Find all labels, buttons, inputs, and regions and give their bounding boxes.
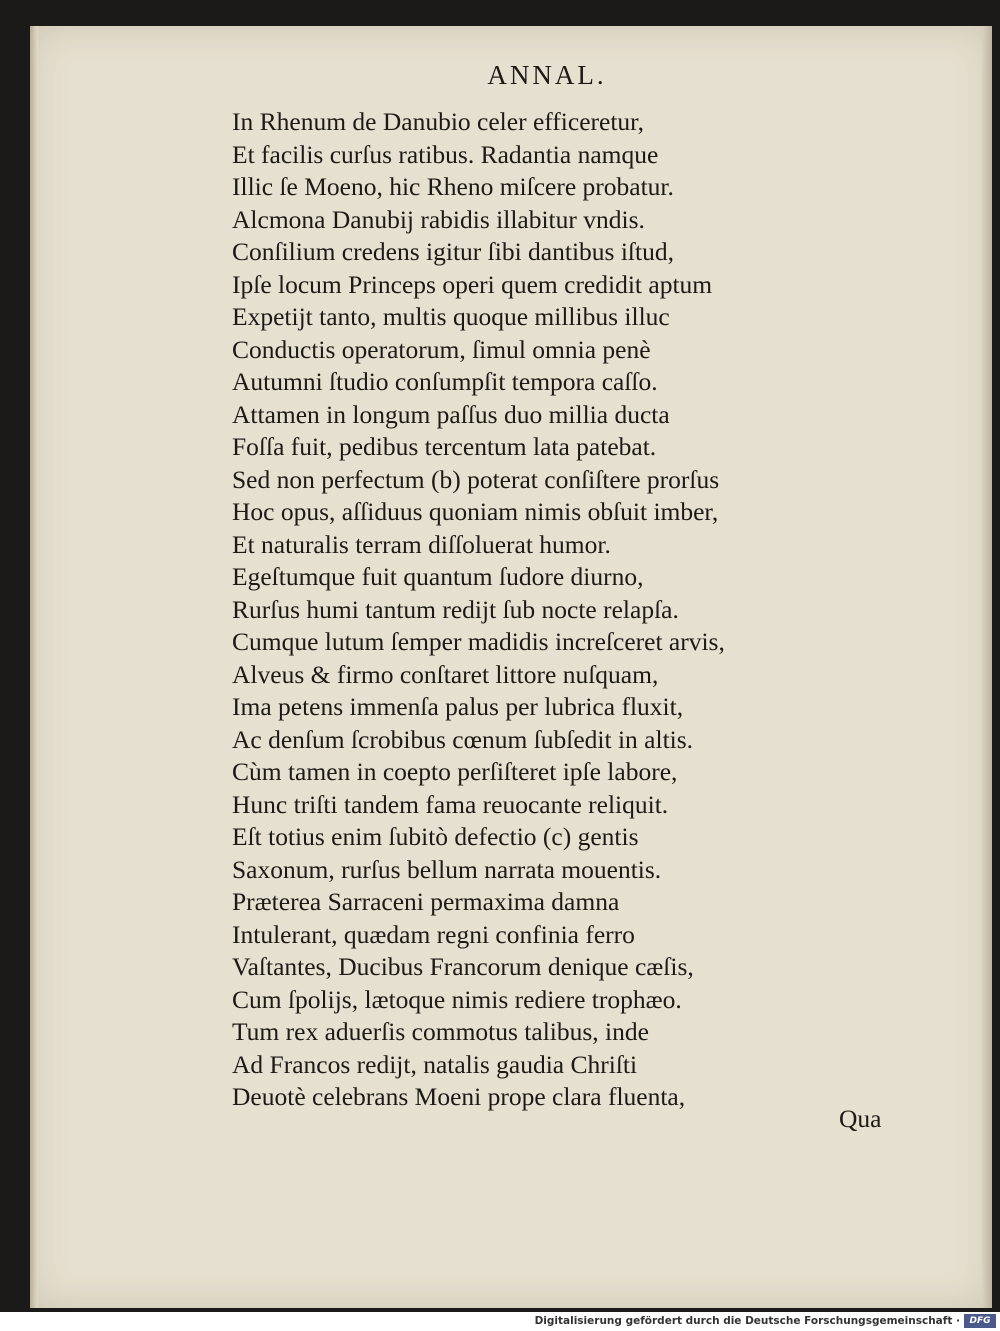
verse-line: Hoc opus, aſſiduus quoniam nimis obſuit imber, [232,497,719,526]
verse-line: Attamen in longum paſſus duo millia ducta [232,399,670,429]
verse-line: Foſſa fuit, pedibus tercentum lata patebat. [232,432,657,461]
verse-line: In Rhenum de Danubio celer efficeretur, [232,107,644,136]
catchword: Qua [839,1104,882,1133]
verse-text [232,106,952,1114]
verse-line: Rurſus humi tantum redijt ſub nocte relapſa. [232,594,679,624]
verse-line: Hunc triſti tandem fama reuocante reliquit. [232,789,669,819]
verse-line: Præterea Sarraceni permaxima damna [232,887,620,916]
verse-line: Sed non perfectum (b) poterat conſiſtere prorſus [232,464,720,494]
page-binding-shadow [30,26,38,1308]
verse-line: Vaſtantes, Ducibus Francorum denique cæſis, [232,952,694,981]
verse-line: Cùm tamen in coepto perſiſteret ipſe labore, [232,757,678,786]
verse-line: Illic ſe Moeno, hic Rheno miſcere probatur. [232,172,674,201]
verse-line: Et naturalis terram diſſoluerat humor. [232,529,611,559]
verse-line: Et facilis curſus ratibus. Radantia namque [232,139,659,169]
verse-line: Egeſtumque fuit quantum ſudore diurno, [232,562,644,591]
verse-line: Cum ſpolijs, lætoque nimis rediere trophæo. [232,984,682,1014]
verse-line: Expetijt tanto, multis quoque millibus illuc [232,302,670,331]
verse-line: Conſilium credens igitur ſibi dantibus iſtud, [232,237,674,266]
verse-line: Ac denſum ſcrobibus cœnum ſubſedit in altis. [232,724,694,754]
footer-bar [0,1312,1000,1331]
verse-line: Ima petens immenſa palus per lubrica fluxit, [232,692,684,721]
verse-line: Autumni ſtudio conſumpſit tempora caſſo. [232,367,658,396]
verse-line: Ad Francos redijt, natalis gaudia Chriſti [232,1049,638,1079]
verse-line: Saxonum, rurſus bellum narrata mouentis. [232,854,662,884]
footer-credit: Digitalisierung gefördert durch die Deutsche Forschungsgemeinschaft · [534,1315,960,1327]
book-page [30,26,992,1308]
verse-line: Alcmona Danubij rabidis illabitur vndis. [232,204,645,234]
dfg-logo-icon[interactable]: DFG [964,1314,996,1328]
verse-line: Intulerant, quædam regni confinia ferro [232,919,635,949]
verse-line: Eſt totius enim ſubitò defectio (c) gentis [232,822,639,851]
running-head: ANNAL. [487,60,607,90]
verse-line: Tum rex aduerſis commotus talibus, inde [232,1017,649,1046]
verse-line: Ipſe locum Princeps operi quem credidit aptum [232,269,713,299]
verse-line: Alveus & firmo conſtaret littore nuſquam, [232,659,659,689]
verse-line: Cumque lutum ſemper madidis increſceret arvis, [232,627,725,656]
page-edge [982,26,992,1308]
verse-line: Conductis operatorum, ſimul omnia penè [232,334,651,364]
verse-line: Deuotè celebrans Moeni prope clara fluenta, [232,1082,686,1111]
